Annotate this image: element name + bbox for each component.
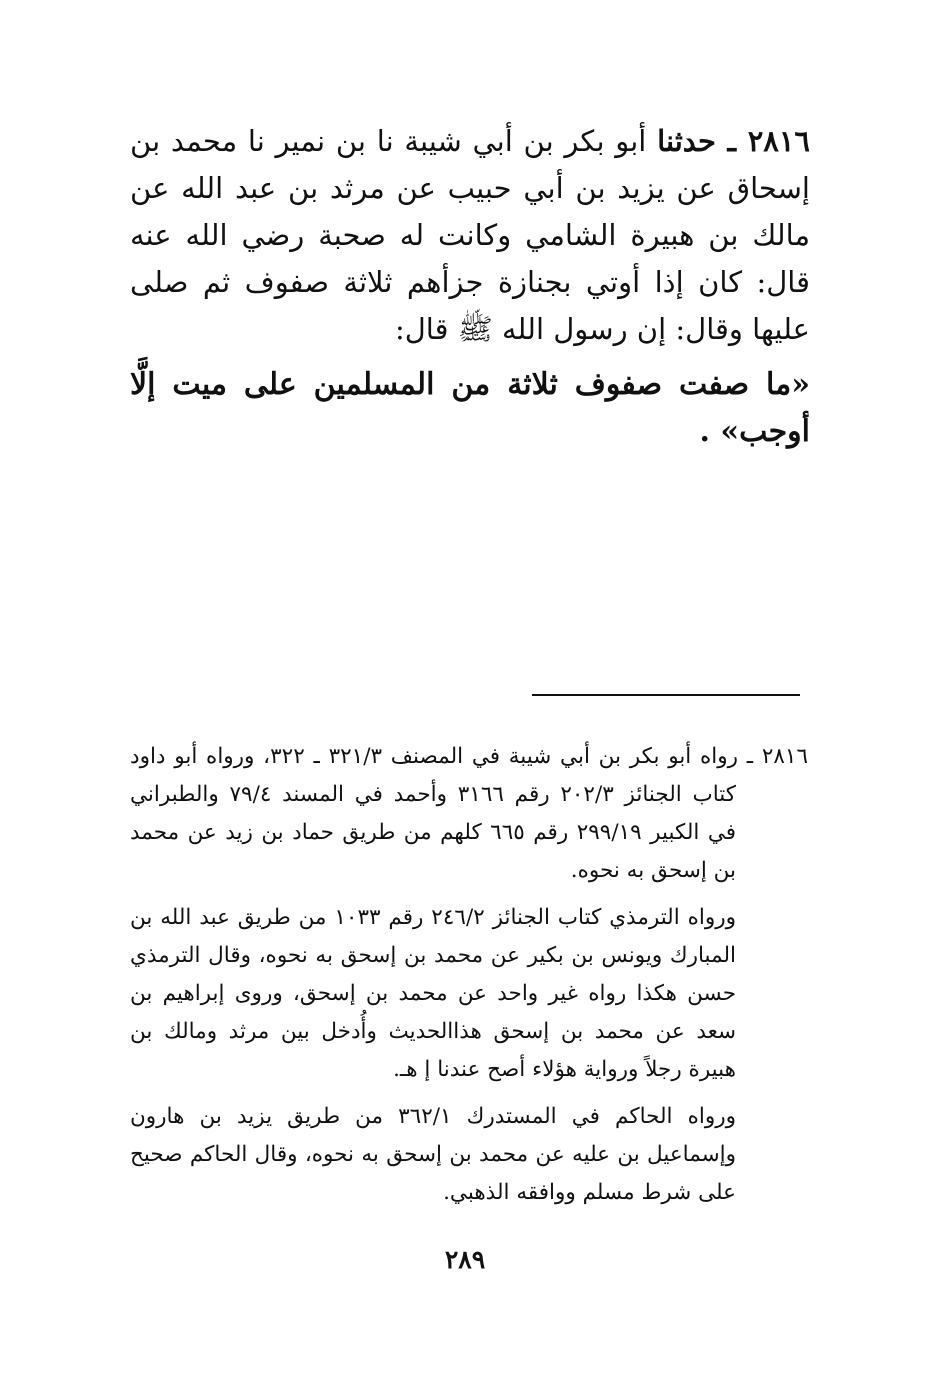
footnote-separator	[532, 694, 800, 696]
hadith-number: ٢٨١٦	[747, 124, 810, 158]
prophet-saying: «ما صفت صفوف ثلاثة من المسلمين على ميت إلَّا أوجب» .	[130, 367, 810, 449]
hadith-body	[130, 118, 810, 455]
footnotes	[130, 738, 808, 1221]
hadith-chain-text: أبو بكر بن أبي شيبة نا بن نمير نا محمد بن إسحاق عن يزيد بن أبي حبيب عن مرثد بن عبد الله عن مالك بن هبيرة الشامي وكانت له صحبة رضي الله عنه قال: كان إذا أوتي بجنازة جزأهم ثلاثة صفوف ثم صلى عليها وقال: إن رسول الله ﷺ قال:	[130, 124, 810, 346]
hadith-dash: ـ	[715, 124, 748, 158]
footnote-paragraph: ورواه الحاكم في المستدرك ٣٦٢/١ من طريق يزيد بن هارون وإسماعيل بن عليه عن محمد بن إسحق به نحوه، وقال الحاكم صحيح على شرط مسلم ووافقه الذهبي.	[130, 1104, 736, 1205]
footnote-paragraph: ٢٨١٦ ـ رواه أبو بكر بن أبي شيبة في المصنف ٣٢١/٣ ـ ٣٢٢، ورواه أبو داود كتاب الجنائز ٢٠٢/٣ رقم ٣١٦٦ وأحمد في المسند ٧٩/٤ والطبراني في الكبير ٢٩٩/١٩ رقم ٦٦٥ كلهم من طريق حماد بن زيد عن محمد بن إسحق به نحوه.	[130, 744, 809, 883]
footnote-paragraph: ورواه الترمذي كتاب الجنائز ٢٤٦/٢ رقم ١٠٣٣ من طريق عبد الله بن المبارك ويونس بن بكير عن محمد بن إسحق به نحوه، وقال الترمذي حسن هكذا رواه غير واحد عن محمد بن إسحق، وروى إبراهيم بن سعد عن محمد بن إسحق هذاالحديث وأُدخل بين مرثد ومالك بن هبيرة رجلاً ورواية هؤلاء أصح عندنا إ هـ.	[130, 905, 736, 1082]
page-number: ٢٨٩	[444, 1245, 486, 1274]
hadith-paragraph	[130, 118, 810, 353]
hadith-narration-verb: حدثنا	[657, 124, 716, 158]
